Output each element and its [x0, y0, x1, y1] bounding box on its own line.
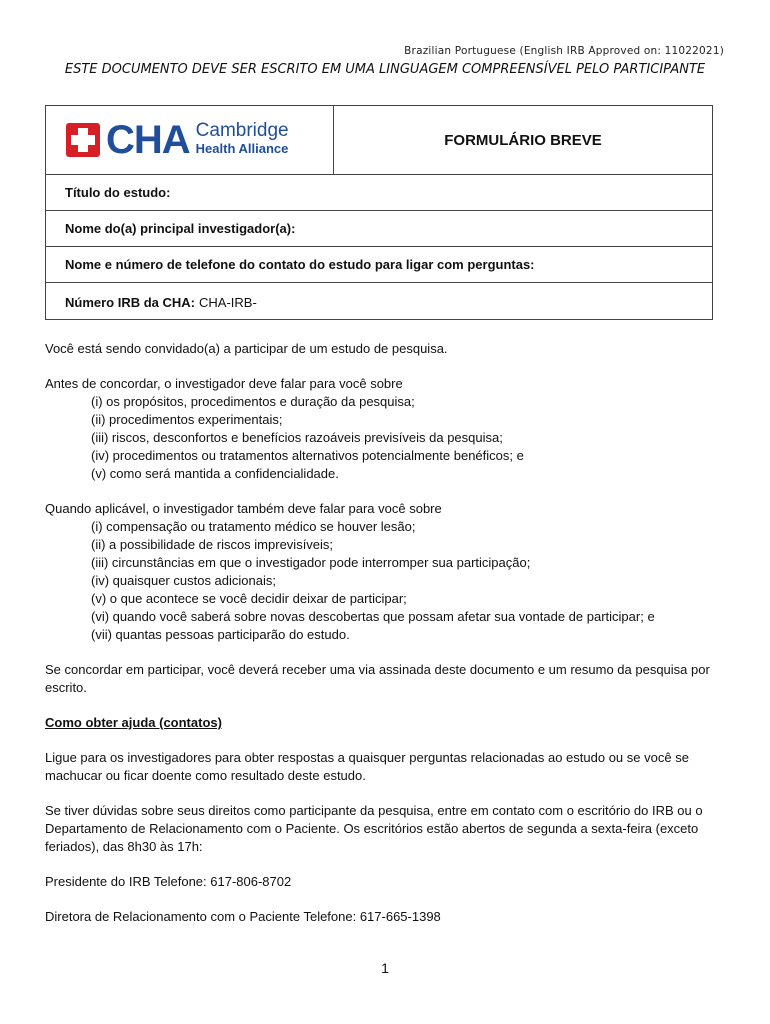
contact-row — [46, 247, 712, 283]
list-item: (iv) quaisquer custos adicionais; — [91, 573, 276, 588]
intro-paragraph: Você está sendo convidado(a) a participar de um estudo de pesquisa. — [45, 341, 448, 356]
irb-value: CHA-IRB- — [199, 294, 257, 310]
cha-logo — [66, 120, 289, 160]
study-title-label: Título do estudo: — [65, 185, 171, 200]
list-item: (v) como será mantida a confidencialidade. — [91, 466, 339, 481]
logo-line2: Health Alliance — [195, 141, 289, 156]
help-paragraph-2: Se tiver dúvidas sobre seus direitos como participante da pesquisa, entre em contato com o escritório do IRB ou o Departamento de Relacionamento com o Paciente. Os escritórios estão abertos de segunda a sexta-feira (exceto feriados), das 8h30 às 17h: — [45, 803, 703, 854]
list-item: (i) os propósitos, procedimentos e duração da pesquisa; — [91, 394, 415, 409]
list-item: (i) compensação ou tratamento médico se houver lesão; — [91, 519, 416, 534]
page-number: 1 — [381, 960, 389, 976]
irb-label: Número IRB da CHA: — [65, 294, 196, 310]
when-applicable-lead: Quando aplicável, o investigador também deve falar para você sobre — [45, 501, 442, 516]
study-title-row — [46, 175, 712, 211]
irb-row — [46, 283, 712, 321]
help-paragraph-1: Ligue para os investigadores para obter respostas a quaisquer perguntas relacionadas ao estudo ou se você se machucar ou ficar doente como resultado deste estudo. — [45, 750, 689, 783]
patient-relations-phone: Diretora de Relacionamento com o Paciente Telefone: 617-665-1398 — [45, 909, 441, 924]
study-info-table — [45, 105, 713, 320]
pi-row — [46, 211, 712, 247]
list-item: (ii) procedimentos experimentais; — [91, 412, 283, 427]
contact-label: Nome e número de telefone do contato do estudo para ligar com perguntas: — [65, 257, 535, 272]
red-cross-icon — [66, 123, 100, 157]
list-item: (vi) quando você saberá sobre novas descobertas que possam afetar sua vontade de participar; e — [91, 609, 655, 624]
when-applicable-section — [45, 500, 713, 644]
logo-abbr: CHA — [106, 118, 190, 162]
list-item: (v) o que acontece se você decidir deixar de participar; — [91, 591, 407, 606]
list-item: (iii) riscos, desconfortos e benefícios razoáveis previsíveis da pesquisa; — [91, 430, 503, 445]
help-heading: Como obter ajuda (contatos) — [45, 715, 222, 730]
when-applicable-list — [45, 518, 713, 644]
logo-line1: Cambridge — [195, 120, 289, 141]
list-item: (iv) procedimentos ou tratamentos alternativos potencialmente benéficos; e — [91, 448, 524, 463]
approval-note: Brazilian Portuguese (English IRB Approved on: 11022021) — [404, 45, 724, 57]
logo-name — [196, 122, 289, 158]
agree-paragraph: Se concordar em participar, você deverá receber uma via assinada deste documento e um resumo da pesquisa por escrito. — [45, 662, 710, 695]
language-notice: ESTE DOCUMENTO DEVE SER ESCRITO EM UMA LINGUAGEM COMPREENSÍVEL PELO PARTICIPANTE — [64, 62, 706, 77]
list-item: (ii) a possibilidade de riscos imprevisíveis; — [91, 537, 334, 552]
table-header-row — [46, 106, 712, 175]
before-agree-section — [45, 375, 713, 483]
document-body — [45, 340, 713, 943]
before-agree-list — [45, 393, 713, 483]
irb-phone: Presidente do IRB Telefone: 617-806-8702 — [45, 874, 292, 889]
pi-label: Nome do(a) principal investigador(a): — [65, 221, 296, 236]
list-item: (iii) circunstâncias em que o investigador pode interromper sua participação; — [91, 555, 531, 570]
before-agree-lead: Antes de concordar, o investigador deve falar para você sobre — [45, 376, 403, 391]
form-title: FORMULÁRIO BREVE — [444, 131, 602, 149]
list-item: (vii) quantas pessoas participarão do estudo. — [91, 627, 350, 642]
logo-cell — [46, 106, 334, 174]
